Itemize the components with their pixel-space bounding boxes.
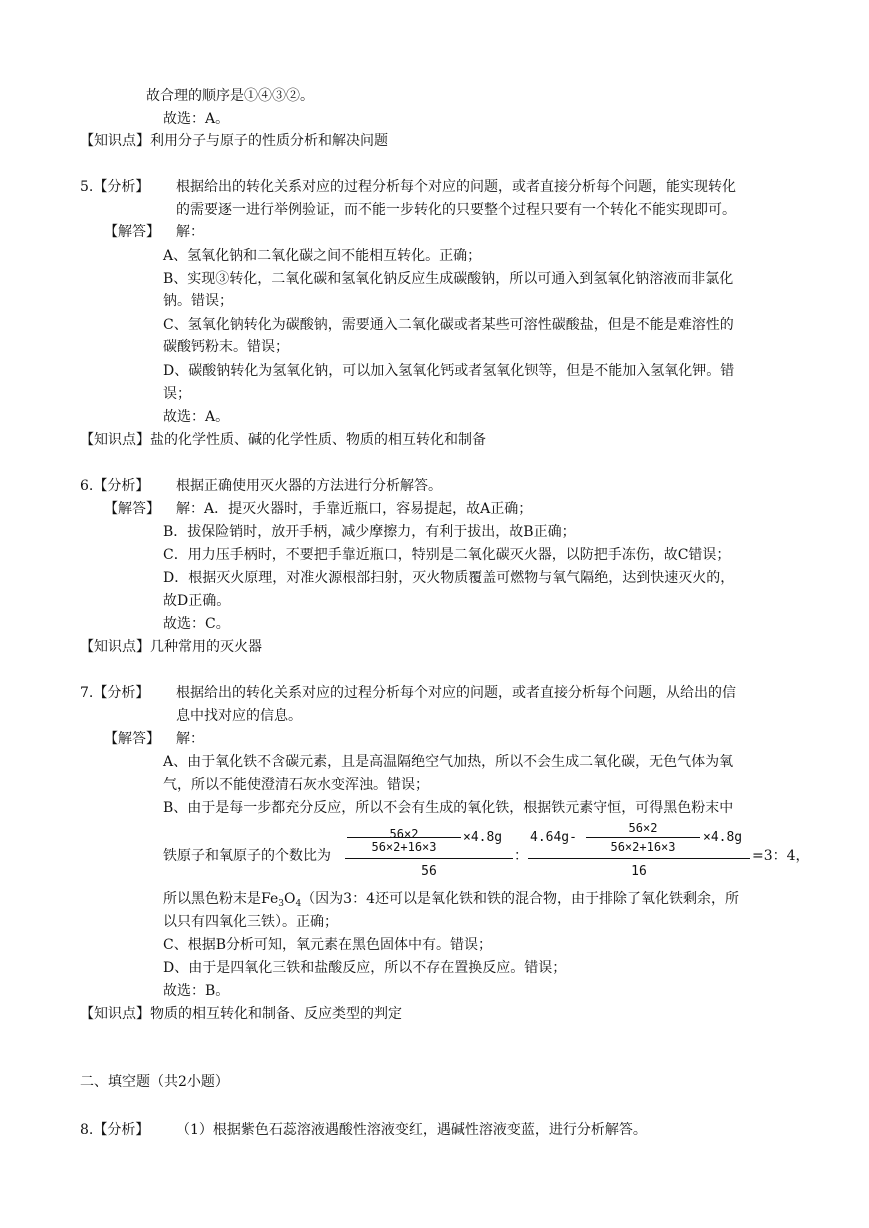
fraction-1-inner-bar [347, 837, 461, 838]
formula-o: O [283, 891, 296, 907]
formula-sub-3: 3 [278, 899, 284, 909]
q7-option-b-3 [163, 889, 739, 911]
q7-solve-label: 【解答】 [104, 731, 160, 747]
q7-option-c: C、根据B分析可知，氧元素在黑色固体中有。错误； [163, 937, 492, 953]
q6-solve-label: 【解答】 [104, 501, 160, 517]
q5-solve-label: 【解答】 [104, 224, 160, 240]
q8-label: 8.【分析】 [80, 1122, 150, 1138]
q7-b3-post: （因为3：4还可以是氧化铁和铁的混合物，由于排除了氧化铁剩余，所 [301, 891, 740, 907]
q7-solve-start: 解： [176, 731, 204, 747]
q7-ratio-result: =3：4， [752, 848, 810, 864]
q6-option-d-1: D．根据灭火原理，对准火源根部扫射，灭火物质覆盖可燃物与氧气隔绝，达到快速灭火的， [163, 570, 735, 586]
q4-answer: 故选：A。 [163, 111, 230, 127]
fraction-2-lead: 4.64g- [530, 830, 577, 845]
q4-knowledge: 【知识点】利用分子与原子的性质分析和解决问题 [80, 133, 388, 149]
q7-option-a-1: A、由于氧化铁不含碳元素，且是高温隔绝空气加热，所以不会生成二氧化碳，无色气体为氧 [163, 754, 734, 770]
q6-knowledge: 【知识点】几种常用的灭火器 [80, 639, 262, 655]
q7-colon: ： [514, 848, 528, 864]
q7-option-d: D、由于是四氧化三铁和盐酸反应，所以不存在置换反应。错误； [163, 960, 567, 976]
q5-option-c-1: C、氢氧化钠转化为碳酸钠，需要通入二氧化碳或者某些可溶性碳酸盐，但是不能是难溶性的 [163, 317, 734, 333]
q5-solve-start: 解： [176, 224, 204, 240]
q5-knowledge: 【知识点】盐的化学性质、碱的化学性质、物质的相互转化和制备 [80, 432, 486, 448]
q5-option-d-1: D、碳酸钠转化为氢氧化钠，可以加入氢氧化钙或者氢氧化钡等，但是不能加入氢氧化钾。错 [163, 363, 735, 379]
formula-fe: Fe [261, 891, 279, 907]
q5-answer: 故选：A。 [163, 409, 230, 425]
q4-order-line: 故合理的顺序是①④③②。 [146, 88, 314, 104]
q5-option-d-2: 误； [163, 386, 191, 402]
q6-answer: 故选：C。 [163, 616, 230, 632]
q7-b3-pre: 所以黑色粉末是 [163, 891, 261, 907]
q7-analysis-2: 息中找对应的信息。 [176, 708, 302, 724]
q7-answer: 故选：B。 [163, 983, 230, 999]
fraction-1-denominator: 56 [421, 864, 437, 879]
q7-analysis-1: 根据给出的转化关系对应的过程分析每个对应的问题，或者直接分析每个问题，从给出的信 [176, 685, 736, 701]
q5-label: 5.【分析】 [80, 179, 150, 195]
q5-option-c-2: 碳酸钙粉末。错误； [163, 339, 289, 355]
q7-knowledge: 【知识点】物质的相互转化和制备、反应类型的判定 [80, 1006, 402, 1022]
q7-ratio-prefix: 铁原子和氧原子的个数比为 [163, 848, 331, 864]
q6-option-d-2: 故D正确。 [163, 593, 231, 609]
q5-option-b-1: B、实现③转化，二氧化碳和氢氧化钠反应生成碳酸钠，所以可通入到氢氧化钠溶液而非氯化 [163, 271, 734, 287]
fraction-2-main-bar [528, 858, 750, 859]
q5-analysis-1: 根据给出的转化关系对应的过程分析每个对应的问题，或者直接分析每个问题，能实现转化 [176, 179, 736, 195]
q6-analysis: 根据正确使用灭火器的方法进行分析解答。 [176, 478, 442, 494]
fraction-2-times: ×4.8g [703, 830, 743, 845]
q8-analysis: （1）根据紫色石蕊溶液遇酸性溶液变红，遇碱性溶液变蓝，进行分析解答。 [176, 1122, 647, 1138]
section-2-title: 二、填空题（共2小题） [80, 1074, 229, 1090]
fraction-2-inner-top: 56×2 [628, 821, 658, 835]
q7-option-b-1: B、由于是每一步都充分反应，所以不会有生成的氧化铁，根据铁元素守恒，可得黑色粉末中 [163, 800, 734, 816]
q6-option-b: B．拔保险销时，放开手柄，减少摩擦力，有利于拔出，故B正确； [163, 524, 576, 540]
q6-option-a: 解：A．提灭火器时，手靠近瓶口，容易提起，故A正确； [176, 501, 533, 517]
fe3o4-formula [261, 891, 301, 907]
fraction-1-main-bar [345, 858, 513, 859]
q5-analysis-2: 的需要逐一进行举例验证，而不能一步转化的只要整个过程只要有一个转化不能实现即可。 [176, 202, 736, 218]
q7-option-b-4: 以只有四氧化三铁）。正确； [163, 914, 338, 930]
fraction-2-denominator: 16 [631, 864, 647, 879]
formula-sub-4: 4 [295, 899, 302, 909]
q7-option-a-2: 气，所以不能使澄清石灰水变浑浊。错误； [163, 777, 429, 793]
q7-label: 7.【分析】 [80, 685, 150, 701]
fraction-1-times: ×4.8g [463, 830, 503, 845]
fraction-1-inner-top: 56×2 [389, 827, 419, 841]
q6-option-c: C．用力压手柄时，不要把手靠近瓶口，特别是二氧化碳灭火器，以防把手冻伤，故C错误； [163, 547, 731, 563]
q6-label: 6.【分析】 [80, 478, 150, 494]
q5-option-b-2: 钠。错误； [163, 293, 233, 309]
fraction-1-inner-bottom: 56×2+16×3 [371, 840, 437, 854]
q5-option-a: A、氢氧化钠和二氧化碳之间不能相互转化。正确； [163, 248, 482, 264]
fraction-2-inner-bottom: 56×2+16×3 [610, 840, 676, 854]
